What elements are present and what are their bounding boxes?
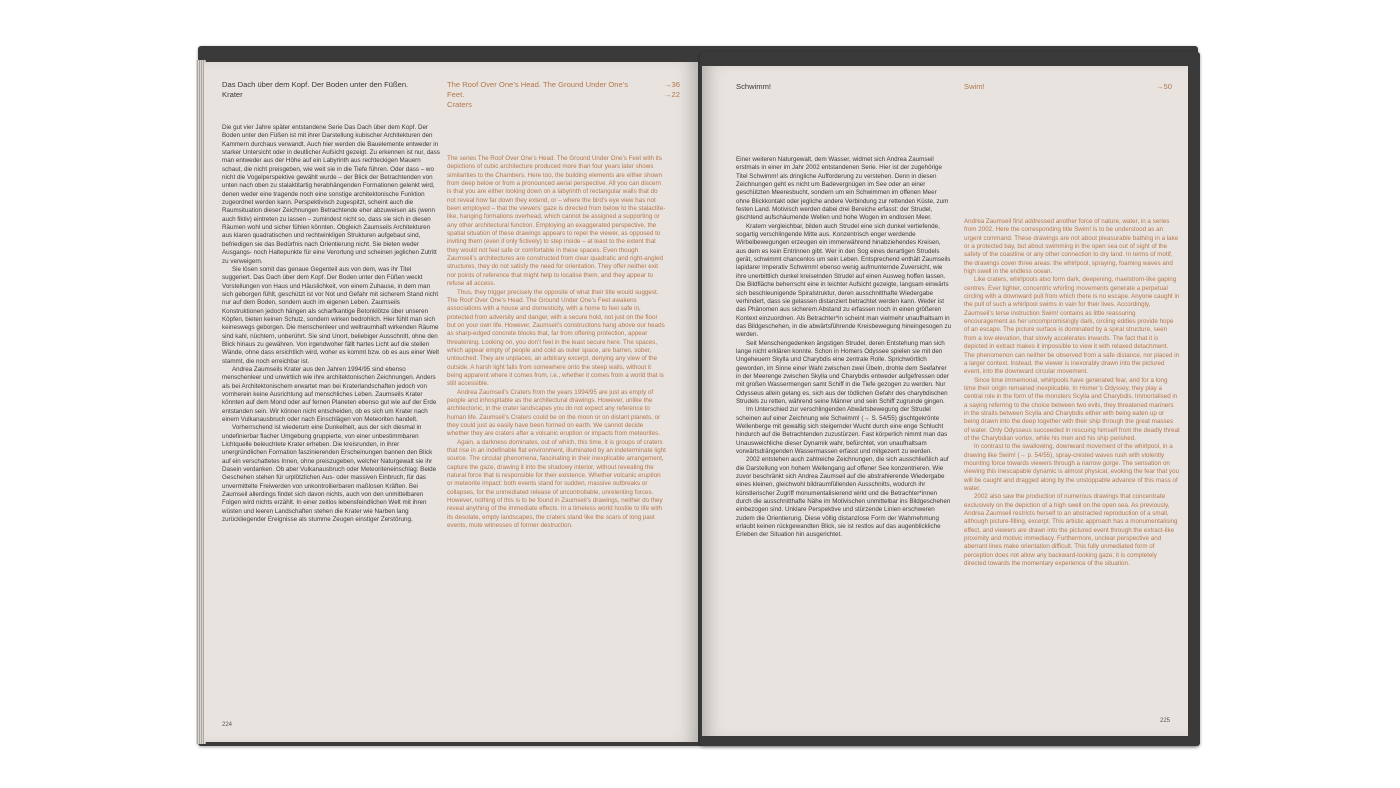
paragraph: Andrea Zaumseils Krater aus den Jahren 1994/95 sind ebenso menschenleer und unwirtlich wie ihre architektonischen Zeichnungen. Anders als bei Architektonischem erwartet man bei Kraterlandschaften jedoch von vornherein keine Ausrichtung auf menschliches Leben. Zaumseils Krater könnten auf dem Mond oder auf fernen Planeten ebenso gut wie auf der Erde entstanden sein. Wir können nicht entscheiden, ob es sich um Krater nach einem Vulkanausbruch oder nach Einschlägen von Meteoriten handelt. [222,365,437,424]
paragraph: Andrea Zaumseil’s Craters from the years 1994/95 are just as empty of people and inhospitable as the architectural drawings. However, unlike the architectonic, in the crater landscapes you do not expect any reference to human life. Zaumseil’s Craters could be on the moon or on distant planets, or they could just as easily have been formed on earth. We cannot decide whether they are craters after a volcanic eruption or impacts from meteorites. [447,388,661,438]
paragraph: Im Unterschied zur verschlingenden Abwärtsbewegung der Strudel scheinen auf einer Zeichnung wie Schwimm! (→ S. 54/55) gischtgekrönte Wellenberge mit gewaltig sich steigernder Wucht durch eine enge Schlucht hindurch auf die Betrachtenden zuzustürzen. Fast körperlich nimmt man das Unausweichliche dieser Dynamik wahr, befürchtet, von unaufhaltsam vorwärtsdrängenden Wassermassen erfasst und mitgezerrt zu werden. [736,406,948,456]
paragraph: Like craters, whirlpools also form dark, deepening, maelstrom-like gaping centres. Ever tighter, concentric whirling movements generate a perpetual circling with a downward pull from which there is no escape. Anyone caught in the pull of such a whirlpool swims in vain for their lives. Accordingly, Zaumseil’s terse instruction Swim! contains as little reassuring encouragement as her uncompromisingly dark, circling eddies provide hope of an escape. The picture surface is dominated by a spiral structure, seen from a low elevation, that slowly accelerates inwards. The fact that it is depicted in extract makes it impossible to view it with relaxed detachment. The phenomenon can neither be observed from a safe distance, nor placed in a larger context. Instead, the viewer is inexorably drawn into the pictured event, into the downward circular movement. [964,276,1180,376]
paragraph: Sie lösen somit das genaue Gegenteil aus von dem, was ihr Titel suggeriert. Das Dach über dem Kopf. Der Boden unter den Füßen weckt Vorstellungen von Haus und Häuslichkeit, von einem Zuhause, in dem man sich geborgen fühlt, geschützt ist vor Not und Gefahr mit sicherem Stand nicht nur auf dem Boden, sondern auch im eigenen Leben. Zaumseils Konstruktionen jedoch hängen als scharfkantige Betonklötze über unseren Köpfen, bieten keinen Schutz, sondern wirken bedrohlich. Hier fühlt man sich keineswegs geborgen. Die menschenleer und weltraumhaft wirkenden Räume sind kahl, nüchtern, unberührt. Sie sind Unort, beliebiger Ausschnitt, ohne den Blick hinaus zu gewähren. Von irgendwoher fällt hartes Licht auf die steilen Wände, ohne dass ersichtlich wird, woher es kommt bzw. ob es aus einer Welt stammt, die noch erreichbar ist. [222,265,439,365]
paragraph: Seit Menschengedenken ängstigen Strudel, deren Entstehung man sich lange nicht erklären konnte. Schon in Homers Odyssee spielen sie mit den Ungeheuern Skylla und Charybdis eine zentrale Rolle. Sprichwörtlich geworden, im Sinne einer Wahl zwischen zwei Übeln, drohte dem Seefahrer in der Meerenge zwischen Skylla und Charybdis entweder aufgefressen oder mit großen Wassermengen samt Schiff in die Tiefe gezogen zu werden. Nur Odysseus allein gelang es, sich aus der tödlichen Gefahr des charybdischen Strudels zu retten, während seine Männer und sein Schiff zugrunde gingen. [736,339,949,405]
paragraph: 2002 entstehen auch zahlreiche Zeichnungen, die sich ausschließlich auf die Darstellung von hohem Wellengang auf offener See konzentrieren. Wie zuvor beschränkt sich Andrea Zaumseil auf die abstrahierende Wiedergabe eines kleinen, gleichwohl bildraumfüllenden Ausschnitts, wodurch ihr künstlerischer Zugriff monumentalisierend wirkt und die Betrachter*innen durch die ausschnitthafte Nähe im Motivischen unmittelbar ins Bildgeschehen einbezogen sind. Unklare Perspektive und stürzende Linien erschweren zudem die Orientierung. Diese völlig distanzlose Form der Wahrnehmung erlaubt keinen rückgewandten Blick, sie ist restlos auf das augenblickliche Erleben der Situation hin ausgerichtet. [736,456,951,539]
right-header-english: Swim! [964,82,985,91]
paragraph: The series The Roof Over One’s Head. The Ground Under One’s Feet with its depictions of cubic architecture produced more than four years later shows similarities to the Chambers. Here too, the building elements are either shown from deep below or from a pronounced aerial perspective. All you can discern is that you are either looking down on a labyrinth of rectangular walls that do not reveal how far down they extend, or – where the bird’s eye view has not been employed – that the viewers’ gaze is directed from below to the stalactite-like, hanging formations overhead, which cannot be assigned a supporting or any other architectural function. Employing an exaggerated perspective, the spatial situation of these drawings appears to repel the viewer, as opposed to inviting them (even if only fictively) to step inside – at least to the extent that they would not feel safe or comfortable in these spaces. Even though Zaumseil’s architectures are constructed from clear quadratic and right-angled structures, they do not satisfy the need for orientation. They offer neither exit nor points of reference that might help to localise them, and they appear to refuse all access. [447,155,666,288]
right-header-german: Schwimm! [736,82,772,91]
paragraph: In contrast to the swallowing, downward movement of the whirlpool, in a drawing like Swim! (→ p. 54/55), spray-crested waves rush with violently mounting force towards viewers through a narrow gorge. The sensation on viewing this inescapable dynamic is almost physical, evoking the fear that you will be caught and dragged along by the unstoppable advance of this mass of water. [964,443,1180,492]
page-ref-link[interactable]: →22 [663,90,680,99]
paragraph: Again, a darkness dominates, out of which, this time, it is groups of craters that rise in an indefinable flat environment, illuminated by an indeterminate light source. The circular phenomena, fascinating in their inexplicable arrangement, capture the gaze, drawing it into the shadowy interior, without revealing the natural force that is responsible for their existence. Whether volcanic eruption or meteorite impact: both events stand for sudden, massive outbreaks or collapses, for the unmediated release of uncontrollable, unrelenting forces. However, nothing of this is to be found in Zaumseil’s drawings, neither do they reveal anything of the immediate effects. In a timeless world hostile to life with its desolate, empty landscapes, the craters stand like the scars of long past events, mute witnesses of former destruction. [447,438,666,530]
paragraph: 2002 also saw the production of numerous drawings that concentrate exclusively on the depiction of a high swell on the open sea. As previously, Andrea Zaumseil restricts herself to an abstracted reproduction of a small, although picture-filling, excerpt. This artistic approach has a monumentalising effect, and viewers are drawn into the pictured event through the extract-like proximity and motivic immediacy. Furthermore, unclear perspective and aberrant lines make orientation difficult. This fully unmediated form of perception does not allow any backward-looking gaze; it is completely directed towards the momentary experience of the situation. [964,493,1178,568]
left-header-german [222,80,432,100]
right-page [702,66,1188,736]
page-number: 224 [222,722,233,728]
header-subtitle-german: Krater [222,90,243,99]
english-column-right [964,218,1180,568]
german-column-left [222,124,440,525]
header-title-english: The Roof Over One’s Head. The Ground Under One’s Feet. [447,80,629,99]
left-header-english [447,80,647,110]
paragraph: Since time immemorial, whirlpools have generated fear, and for a long time their origin remained inexplicable. In Homer’s Odyssey, they play a central role in the form of the monsters Scylla and Charybdis. Immortalised in a saying referring to the choice between two evils, they threatened mariners in the straits between Scylla and Charybdis either with being eaten up or being drawn into the deep together with their ship through the great masses of water. Only Odysseus succeeded in rescuing himself from the deadly threat of the Charybdian vortex, while his men and his ship perished. [964,376,1180,442]
paragraph: Einer weiteren Naturgewalt, dem Wasser, widmet sich Andrea Zaumseil erstmals in einer im Jahr 2002 entstandenen Serie. Hier ist der zugehörige Titel Schwimm! als dringliche Aufforderung zu verstehen. Denn in diesen Zeichnungen geht es nicht um Badevergnügen im See oder an einer geschützten Meeresbucht, sondern um ein Schwimmen im offenen Meer ohne Blickkontakt oder jegliche andere Verbindung zur rettenden Küste, zum festen Land. Motivisch werden dabei drei Bereiche erfasst: der Strudel, gischtend aufschäumende Wellen und hohe Wogen im endlosen Meer. [736,156,949,222]
left-header-refs [650,80,680,100]
page-ref-link[interactable]: →36 [663,80,680,89]
header-title-german: Das Dach über dem Kopf. Der Boden unter den Füßen. [222,80,409,89]
german-column-right [736,156,952,540]
paragraph: Thus, they trigger precisely the opposite of what their title would suggest. The Roof Over One’s Head. The Ground Under One’s Feet awakens associations with a house and domesticity, with a home to feel safe in, protected from adversity and danger, with a secure hold, not just on the floor but on your own life. However, Zaumseil’s constructions hang above our heads as sharp-edged concrete blocks that, far from offering protection, appear threatening. Looking on, you don’t feel in the least secure here. The spaces, which appear empty of people and cold as outer space, are barren, sober, untouched. They are unplaces, an arbitrary excerpt, denying any view of the outside. A harsh light falls from somewhere onto the steep walls, without it being apparent where it comes from, i.e., whether it comes from a world that is still accessible. [447,288,665,388]
header-subtitle-english: Craters [447,100,472,109]
paragraph: Vorherrschend ist wiederum eine Dunkelheit, aus der sich diesmal in undefinierbar flacher Umgebung gruppierte, von einer unbestimmbaren Lichtquelle beleuchtete Krater erheben. Die kreisrunden, in ihrer unergründlichen Formation faszinierenden Erscheinungen bannen den Blick auf ein verschattetes Innen, ohne preiszugeben, welcher Naturgewalt sie ihr Dasein verdanken. Ob aber Vulkanausbruch oder Meteoriteneinschlag: Beide Geschehen stehen für urplötzlichen Aus- oder massiven Einbruch, für das unvermittelte Freiwerden von unkontrollierbaren maßlosen Kräften. Bei Zaumseil allerdings findet sich davon nichts, auch von den unmittelbaren Folgen wird nichts erzählt. In einer zeitlos lebensfeindlichen Welt mit ihren wüsten und leeren Landschaften stehen die Krater wie Narben lang zurückliegender Ereignisse als stumme Zeugen einstiger Zerstörung. [222,424,437,524]
page-number: 225 [1160,718,1171,724]
paragraph: Kratern vergleichbar, bilden auch Strudel eine sich dunkel vertiefende, sogartig verschlingende Mitte aus. Konzentrisch enger werdende Wirbelbewegungen erzeugen ein immerwährend hinabziehendes Kreisen, aus dem es kein Entrinnen gibt. Wer in den Sog eines derartigen Strudels gerät, schwimmt chancenlos um sein Leben. Entsprechend enthält Zaumseils lapidarer Imperativ Schwimm! ebenso wenig aufmunternde Zuversicht, wie ihre unerbittlich dunkel kreiselnden Strudel auf einen Ausweg hoffen lassen. Die Bildfläche beherrscht eine in leichter Aufsicht gezeigte, langsam einwärts sich beschleunigende Spiralstruktur, deren ausschnitthafte Wiedergabe verhindert, dass sie gelassen distanziert betrachtet werden kann. Weder ist das Phänomen aus sicherem Abstand zu erfassen noch in einen größeren Kontext einzuordnen. Als Betrachter*in scheint man vielmehr unaufhaltsam in das Bildgeschehen, in die abwärtsführende Kreisbewegung hineingesogen zu werden. [736,222,952,339]
paragraph: Andrea Zaumseil first addressed another force of nature, water, in a series from 2002. Here the corresponding title Swim! is to be understood as an urgent command. These drawings are not about pleasurable bathing in a lake or a protected bay, but about swimming in the open sea out of sight of the safety of the coastline or any other connection to dry land. In terms of motif, the drawings cover three areas: the whirlpool, spraying, foaming waves and high swell in the endless ocean. [964,218,1179,276]
paragraph: Die gut vier Jahre später entstandene Serie Das Dach über dem Kopf. Der Boden unter den Füßen ist mit ihrer Darstellung kubischer Architekturen den Kammern durchaus verwandt. Auch hier werden die Bauelemente entweder in starker Untersicht oder in deutlicher Aufsicht gezeigt. Zu erkennen ist nur, dass man entweder aus der Höhe auf ein Labyrinth aus rechteckigen Mauern schaut, die nicht preisgeben, wie weit sie in die Tiefe führen. Oder dass – wo nicht die Vogelperspektive gewählt wurde – der Blick der Betrachtenden von unten nach oben zu stalaktitartig herabhängenden Formationen gelenkt wird, denen weder eine tragende noch eine sonstige architektonische Funktion zugeordnet werden kann. Perspektivisch zugespitzt, scheint auch die Raumsituation dieser Zeichnungen Betrachtende eher abzuweisen als (wenn auch fiktiv) eintreten zu lassen – zumindest nicht so, dass sie sich in diesen Räumen wohl und sicher fühlen könnten. Obgleich Zaumseils Architekturen aus klaren quadratischen und rechtwinkligen Strukturen aufgebaut sind, befriedigen sie das Bedürfnis nach Orientierung nicht. Sie bieten weder Ausgangs- noch Haltepunkte für eine Verortung und scheinen jeglichen Zutritt zu verweigern. [222,124,440,265]
english-column-left [447,155,667,530]
page-ref-link[interactable]: →50 [1155,82,1172,91]
left-page [204,62,698,742]
